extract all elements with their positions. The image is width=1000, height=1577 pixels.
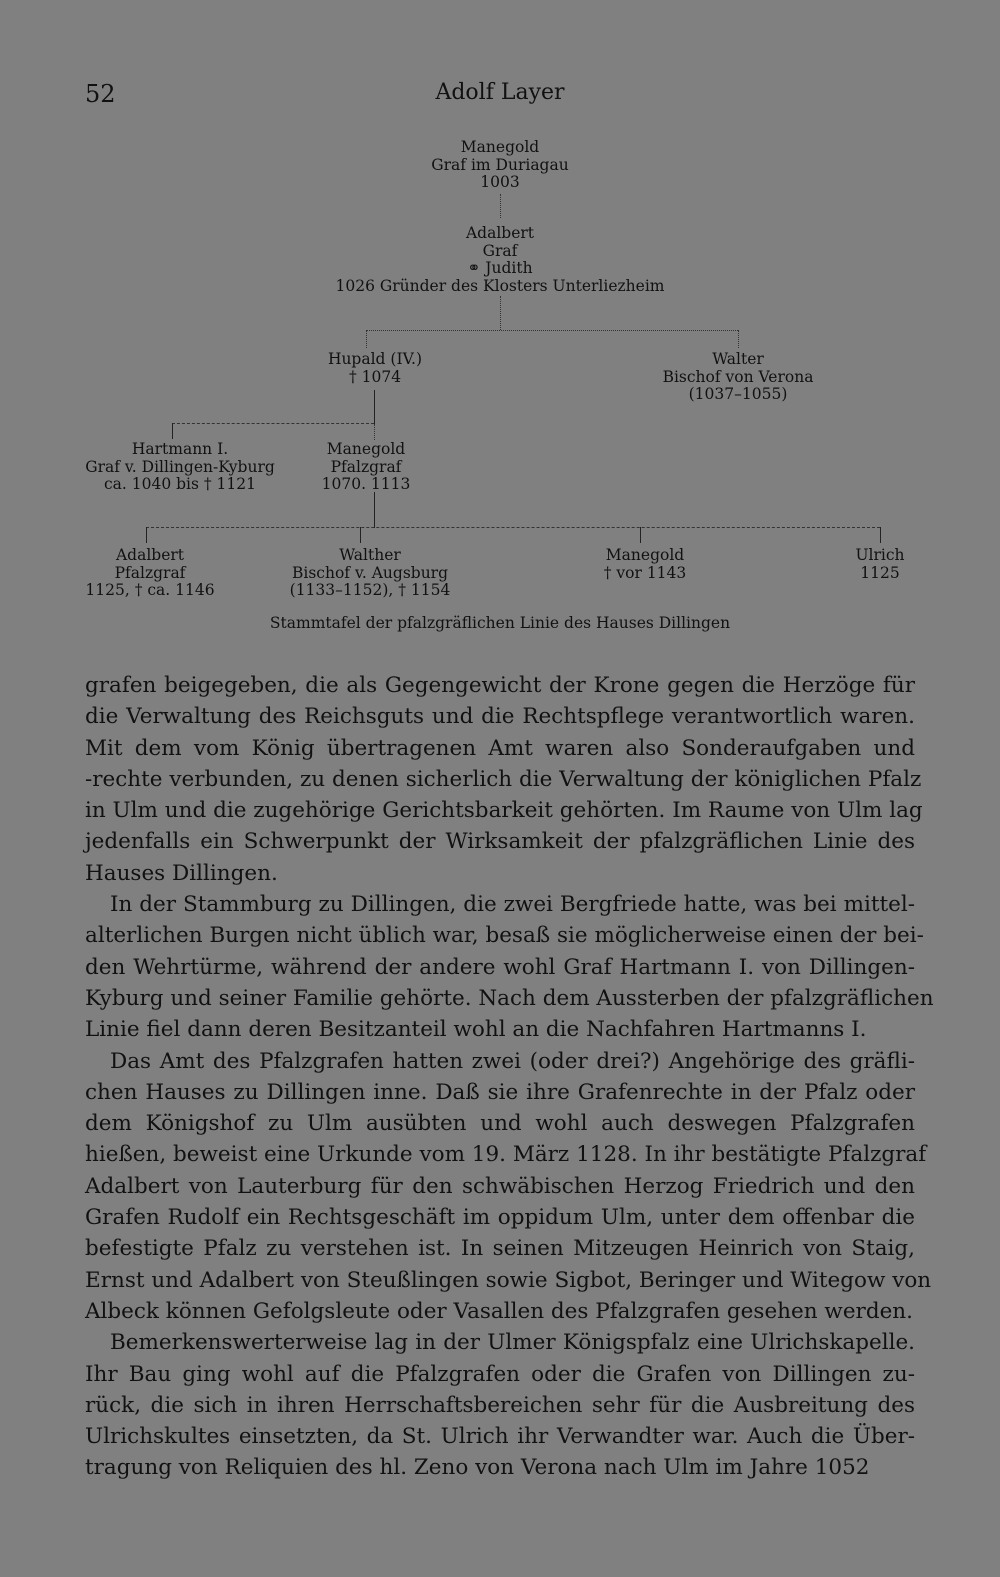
node-date: 1125, † ca. 1146 xyxy=(85,581,215,599)
text-line: Grafen Rudolf ein Rechtsgeschäft im oppidum Ulm, unter dem offenbar die xyxy=(85,1205,915,1231)
text-line: Mit dem vom König übertragenen Amt waren also Sonderaufgaben und xyxy=(85,735,915,761)
connector xyxy=(374,492,375,528)
connector xyxy=(146,527,880,528)
text-line: befestigte Pfalz zu verstehen ist. In seinen Mitzeugen Heinrich von Staig, xyxy=(85,1236,915,1262)
body-text xyxy=(85,670,934,1484)
node-date: † vor 1143 xyxy=(603,563,687,582)
node-date: 1070. 1113 xyxy=(321,475,411,493)
connector xyxy=(374,424,375,440)
node-title: Graf xyxy=(482,241,518,260)
node-date: 1003 xyxy=(480,173,520,191)
text-line: Hauses Dillingen. xyxy=(85,860,278,886)
text-line: Albeck können Gefolgsleute oder Vasallen des Pfalzgrafen gesehen werden. xyxy=(85,1298,913,1324)
connector xyxy=(172,423,374,424)
tree-node-adalbert-pfalzgraf xyxy=(70,547,230,600)
node-name: Walther xyxy=(339,546,401,564)
connector xyxy=(500,296,501,330)
text-line: In der Stammburg zu Dillingen, die zwei Bergfriede hatte, was bei mittel- xyxy=(110,892,915,918)
paragraph xyxy=(85,1327,915,1483)
text-line: alterlichen Burgen nicht üblich war, besaß sie möglicherweise einen der bei- xyxy=(85,923,924,949)
page-number: 52 xyxy=(85,80,116,108)
running-head-author: Adolf Layer xyxy=(435,80,565,105)
connector xyxy=(374,390,375,424)
node-title: Pfalzgraf xyxy=(330,457,402,476)
connector xyxy=(880,527,881,543)
paragraph xyxy=(85,889,934,1045)
tree-node-manegold-duriagau xyxy=(400,139,600,192)
node-title: Bischof v. Augsburg xyxy=(291,563,449,582)
tree-node-manegold-pfalzgraf xyxy=(306,441,426,494)
text-line: Kyburg und seiner Familie gehörte. Nach dem Aussterben der pfalzgräflichen xyxy=(85,985,934,1011)
text-line: in Ulm und die zugehörige Gerichtsbarkeit gehörten. Im Raume von Ulm lag xyxy=(85,798,923,824)
text-line: die Verwaltung des Reichsguts und die Rechtspflege verantwortlich waren. xyxy=(85,704,915,730)
node-marriage: ⚭ Judith xyxy=(467,259,533,277)
text-line: -rechte verbunden, zu denen sicherlich die Verwaltung der königlichen Pfalz xyxy=(85,766,922,792)
text-line: Bemerkenswerterweise lag in der Ulmer Königspfalz eine Ulrichskapelle. xyxy=(110,1330,915,1356)
node-name: Manegold xyxy=(605,546,685,564)
connector xyxy=(366,330,738,331)
genealogy-tree xyxy=(0,0,1000,640)
node-note: 1026 Gründer des Klosters Unterliezheim xyxy=(335,276,665,295)
figure-caption: Stammtafel der pfalzgräflichen Linie des Hauses Dillingen xyxy=(269,614,731,632)
connector xyxy=(640,527,641,543)
paragraph xyxy=(85,1046,932,1328)
text-line: grafen beigegeben, die als Gegengewicht der Krone gegen die Herzöge für xyxy=(85,673,915,698)
node-name: Manegold xyxy=(460,138,540,156)
paragraph xyxy=(85,670,923,889)
tree-node-ulrich xyxy=(840,547,920,582)
tree-node-walter xyxy=(638,351,838,404)
node-date: (1037–1055) xyxy=(688,385,788,403)
tree-node-hartmann xyxy=(80,441,280,494)
node-date: 1125 xyxy=(860,563,900,582)
node-name: Ulrich xyxy=(855,546,905,564)
text-line: Ernst und Adalbert von Steußlingen sowie Sigbot, Beringer und Witegow von xyxy=(85,1267,932,1293)
node-name: Hupald (IV.) xyxy=(327,350,423,368)
text-line: hießen, beweist eine Urkunde vom 19. März 1128. In ihr bestätigte Pfalzgraf xyxy=(85,1142,927,1168)
node-date: (1133–1152), † 1154 xyxy=(289,581,451,599)
tree-node-manegold-child xyxy=(580,547,710,582)
connector xyxy=(146,527,147,543)
connector xyxy=(360,527,361,543)
text-line: Linie fiel dann deren Besitzanteil wohl an die Nachfahren Hartmanns I. xyxy=(85,1017,867,1043)
text-line: tragung von Reliquien des hl. Zeno von Verona nach Ulm im Jahre 1052 xyxy=(85,1455,870,1481)
text-line: chen Hauses zu Dillingen inne. Daß sie ihre Grafenrechte in der Pfalz oder xyxy=(85,1079,915,1105)
connector xyxy=(500,194,501,218)
node-name: Adalbert xyxy=(465,224,535,242)
connector xyxy=(172,423,173,439)
tree-node-hupald xyxy=(300,351,450,386)
node-title: Bischof von Verona xyxy=(662,367,814,386)
node-date: ca. 1040 bis † 1121 xyxy=(103,475,257,493)
node-title: Pfalzgraf xyxy=(114,563,186,582)
node-name: Hartmann I. xyxy=(131,440,229,458)
text-line: Das Amt des Pfalzgrafen hatten zwei (oder drei?) Angehörige des gräfli- xyxy=(110,1048,915,1074)
text-line: rück, die sich in ihren Herrschaftsbereichen sehr für die Ausbreitung des xyxy=(85,1392,915,1418)
text-line: dem Königshof zu Ulm ausübten und wohl auch deswegen Pfalzgrafen xyxy=(85,1111,915,1137)
node-date: † 1074 xyxy=(348,367,402,386)
node-name: Adalbert xyxy=(115,546,185,564)
text-line: den Wehrtürme, während der andere wohl Graf Hartmann I. von Dillingen- xyxy=(85,954,915,980)
connector xyxy=(366,330,367,348)
node-title: Graf im Duriagau xyxy=(431,155,569,174)
text-line: jedenfalls ein Schwerpunkt der Wirksamkeit der pfalzgräflichen Linie des xyxy=(85,829,915,855)
text-line: Ihr Bau ging wohl auf die Pfalzgrafen oder die Grafen von Dillingen zu- xyxy=(85,1361,915,1387)
tree-node-walther xyxy=(270,547,470,600)
text-line: Ulrichskultes einsetzten, da St. Ulrich ihr Verwandter war. Auch die Über- xyxy=(85,1424,915,1450)
node-name: Manegold xyxy=(326,440,406,458)
node-title: Graf v. Dillingen-Kyburg xyxy=(85,457,275,476)
tree-node-adalbert-graf xyxy=(300,225,700,295)
connector xyxy=(738,330,739,348)
node-name: Walter xyxy=(712,350,764,368)
text-line: Adalbert von Lauterburg für den schwäbischen Herzog Friedrich und den xyxy=(85,1173,915,1199)
